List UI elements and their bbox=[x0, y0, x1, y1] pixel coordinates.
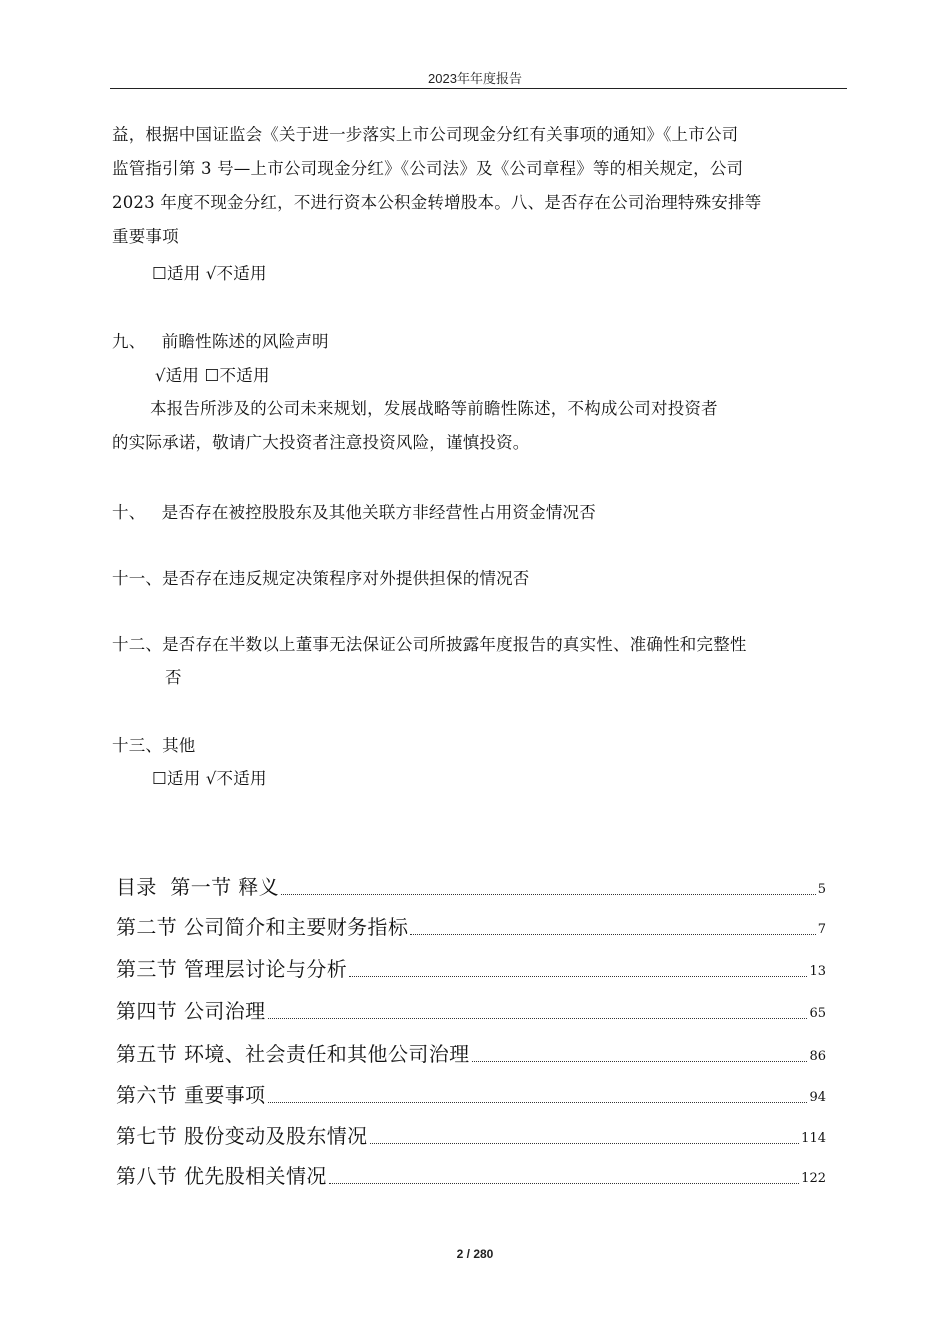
toc-entry[interactable] bbox=[116, 1078, 826, 1108]
paragraph-line: 2023 年度不现金分红，不进行资本公积金转增股本。八、是否存在公司治理特殊安排等 bbox=[112, 193, 762, 212]
toc-entry-title: 第六节 重要事项 bbox=[116, 1083, 266, 1107]
paragraph-line: 益，根据中国证监会《关于进一步落实上市公司现金分红有关事项的通知》《上市公司 bbox=[112, 125, 739, 144]
toc-leader-dots bbox=[349, 976, 807, 977]
toc-leader-dots bbox=[370, 1143, 800, 1144]
toc-entry[interactable] bbox=[116, 910, 826, 940]
toc-leader-dots bbox=[329, 1183, 799, 1184]
toc-entry[interactable] bbox=[116, 952, 826, 982]
toc-entry-title: 目录 第一节 释义 bbox=[116, 875, 280, 899]
toc-entry-page: 86 bbox=[809, 1049, 826, 1064]
toc-entry-page: 7 bbox=[817, 922, 826, 937]
item11-heading: 十一、是否存在违反规定决策程序对外提供担保的情况否 bbox=[112, 569, 530, 588]
toc-entry[interactable] bbox=[116, 1119, 826, 1149]
toc-leader-dots bbox=[268, 1018, 808, 1019]
header-divider bbox=[110, 88, 847, 89]
item9-heading: 九、 前瞻性陈述的风险声明 bbox=[112, 332, 329, 351]
toc-leader-dots bbox=[472, 1061, 808, 1062]
item13-heading: 十三、其他 bbox=[112, 736, 196, 755]
page-number-indicator: 2 / 280 bbox=[456, 1247, 494, 1261]
toc-entry-title: 第三节 管理层讨论与分析 bbox=[116, 957, 348, 981]
toc-entry-title: 第二节 公司简介和主要财务指标 bbox=[116, 915, 409, 939]
toc-entry-page: 114 bbox=[801, 1131, 826, 1146]
toc-entry-title: 第七节 股份变动及股东情况 bbox=[116, 1124, 368, 1148]
toc-entry-page: 94 bbox=[809, 1090, 826, 1105]
toc-leader-dots bbox=[410, 934, 815, 935]
toc-entry-title: 第五节 环境、社会责任和其他公司治理 bbox=[116, 1042, 470, 1066]
item9-body-line: 本报告所涉及的公司未来规划，发展战略等前瞻性陈述，不构成公司对投资者 bbox=[150, 399, 718, 418]
toc-leader-dots bbox=[268, 1102, 808, 1103]
paragraph-line: 监管指引第 3 号—上市公司现金分红》《公司法》及《公司章程》等的相关规定，公司 bbox=[112, 159, 744, 178]
item8-applicability: ☐适用 √不适用 bbox=[152, 264, 267, 283]
toc-entry-title: 第四节 公司治理 bbox=[116, 999, 266, 1023]
toc-entry-page: 5 bbox=[817, 882, 826, 897]
toc-entry[interactable] bbox=[116, 994, 826, 1024]
paragraph-line: 重要事项 bbox=[112, 227, 179, 246]
item9-applicability: √适用 ☐不适用 bbox=[155, 366, 270, 385]
dividend-policy-paragraph bbox=[112, 118, 857, 254]
item9-body-line: 的实际承诺，敬请广大投资者注意投资风险，谨慎投资。 bbox=[112, 433, 530, 452]
item12-answer: 否 bbox=[165, 668, 182, 687]
toc-entry-page: 65 bbox=[809, 1006, 826, 1021]
toc-entry[interactable] bbox=[116, 1037, 826, 1067]
item12-heading: 十二、是否存在半数以上董事无法保证公司所披露年度报告的真实性、准确性和完整性 bbox=[112, 635, 747, 654]
toc-entry-title: 第八节 优先股相关情况 bbox=[116, 1164, 327, 1188]
toc-entry-page: 13 bbox=[809, 964, 826, 979]
toc-leader-dots bbox=[281, 894, 816, 895]
report-header-title: 2023年年度报告 bbox=[428, 71, 522, 86]
item10-heading: 十、 是否存在被控股股东及其他关联方非经营性占用资金情况否 bbox=[112, 503, 596, 522]
item13-applicability: ☐适用 √不适用 bbox=[152, 769, 267, 788]
toc-entry[interactable] bbox=[116, 1159, 826, 1189]
toc-entry[interactable] bbox=[116, 870, 826, 900]
toc-entry-page: 122 bbox=[801, 1171, 826, 1186]
